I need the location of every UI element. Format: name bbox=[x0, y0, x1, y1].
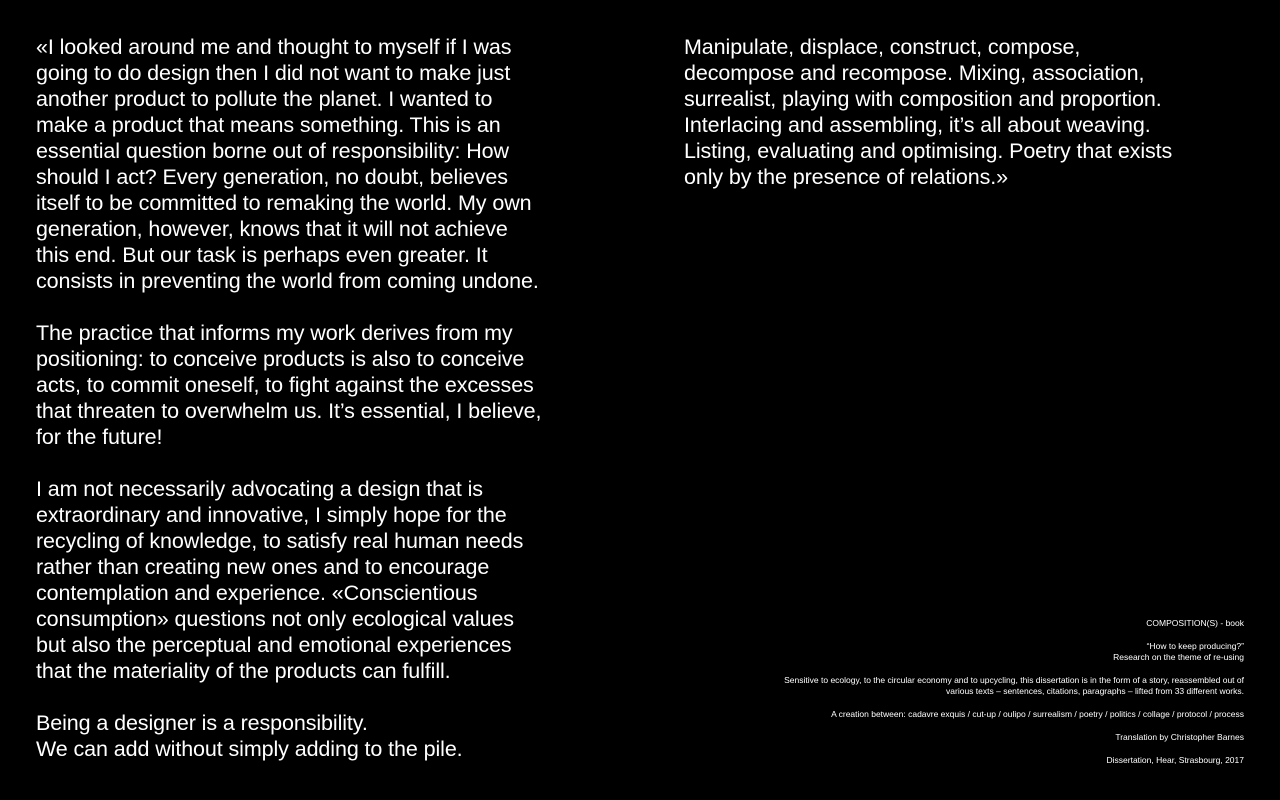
left-text-column bbox=[36, 34, 636, 762]
paragraph-advocacy: I am not necessarily advocating a design that is extraordinary and innovative, I simply hope for the recycling of knowledge, to satisfy real human needs rather than creating new ones and to encourage contemplation and experience. «Conscientious consumption» questions not only ecological values but also the perceptual and emotional experiences that the materiality of the products can fulfill. bbox=[36, 477, 524, 683]
paragraph-quote-intro: «I looked around me and thought to myself if I was going to do design then I did not want to make just another product to pollute the planet. I wanted to make a product that means something. This is an essential question borne out of responsibility: How should I act? Every generation, no doubt, believes itself to be committed to remaking the world. My own generation, however, knows that it will not achieve this end. But our task is perhaps even greater. It consists in preventing the world from coming undone. bbox=[36, 35, 539, 293]
colophon-title: COMPOSITION(S) - book bbox=[1146, 618, 1244, 628]
paragraph-responsibility: Being a designer is a responsibility. We can add without simply adding to the pile. bbox=[36, 711, 463, 761]
colophon-credit: Dissertation, Hear, Strasbourg, 2017 bbox=[1106, 755, 1244, 765]
colophon-description: Sensitive to ecology, to the circular economy and to upcycling, this dissertation is in the form of a story, reassembled out of various texts – sentences, citations, paragraphs – lifted from 33 different works. bbox=[784, 675, 1244, 696]
paragraph-manipulate: Manipulate, displace, construct, compose, decompose and recompose. Mixing, association, surrealist, playing with composition and proportion. Interlacing and assembling, it’s all about weaving. Listing, evaluating and optimising. Poetry that exists only by the presence of relations.» bbox=[684, 35, 1173, 189]
colophon-creation: A creation between: cadavre exquis / cut-up / oulipo / surrealism / poetry / politics / collage / protocol / process bbox=[831, 709, 1244, 719]
right-text-column bbox=[684, 34, 1264, 190]
colophon bbox=[684, 618, 1244, 766]
paragraph-practice: The practice that informs my work derives from my positioning: to conceive products is also to conceive acts, to commit oneself, to fight against the excesses that threaten to overwhelm us. It’s essential, I believe, for the future! bbox=[36, 321, 542, 449]
colophon-translation: Translation by Christopher Barnes bbox=[1115, 732, 1244, 742]
colophon-subtitle: “How to keep producing?” Research on the theme of re-using bbox=[1113, 641, 1244, 662]
